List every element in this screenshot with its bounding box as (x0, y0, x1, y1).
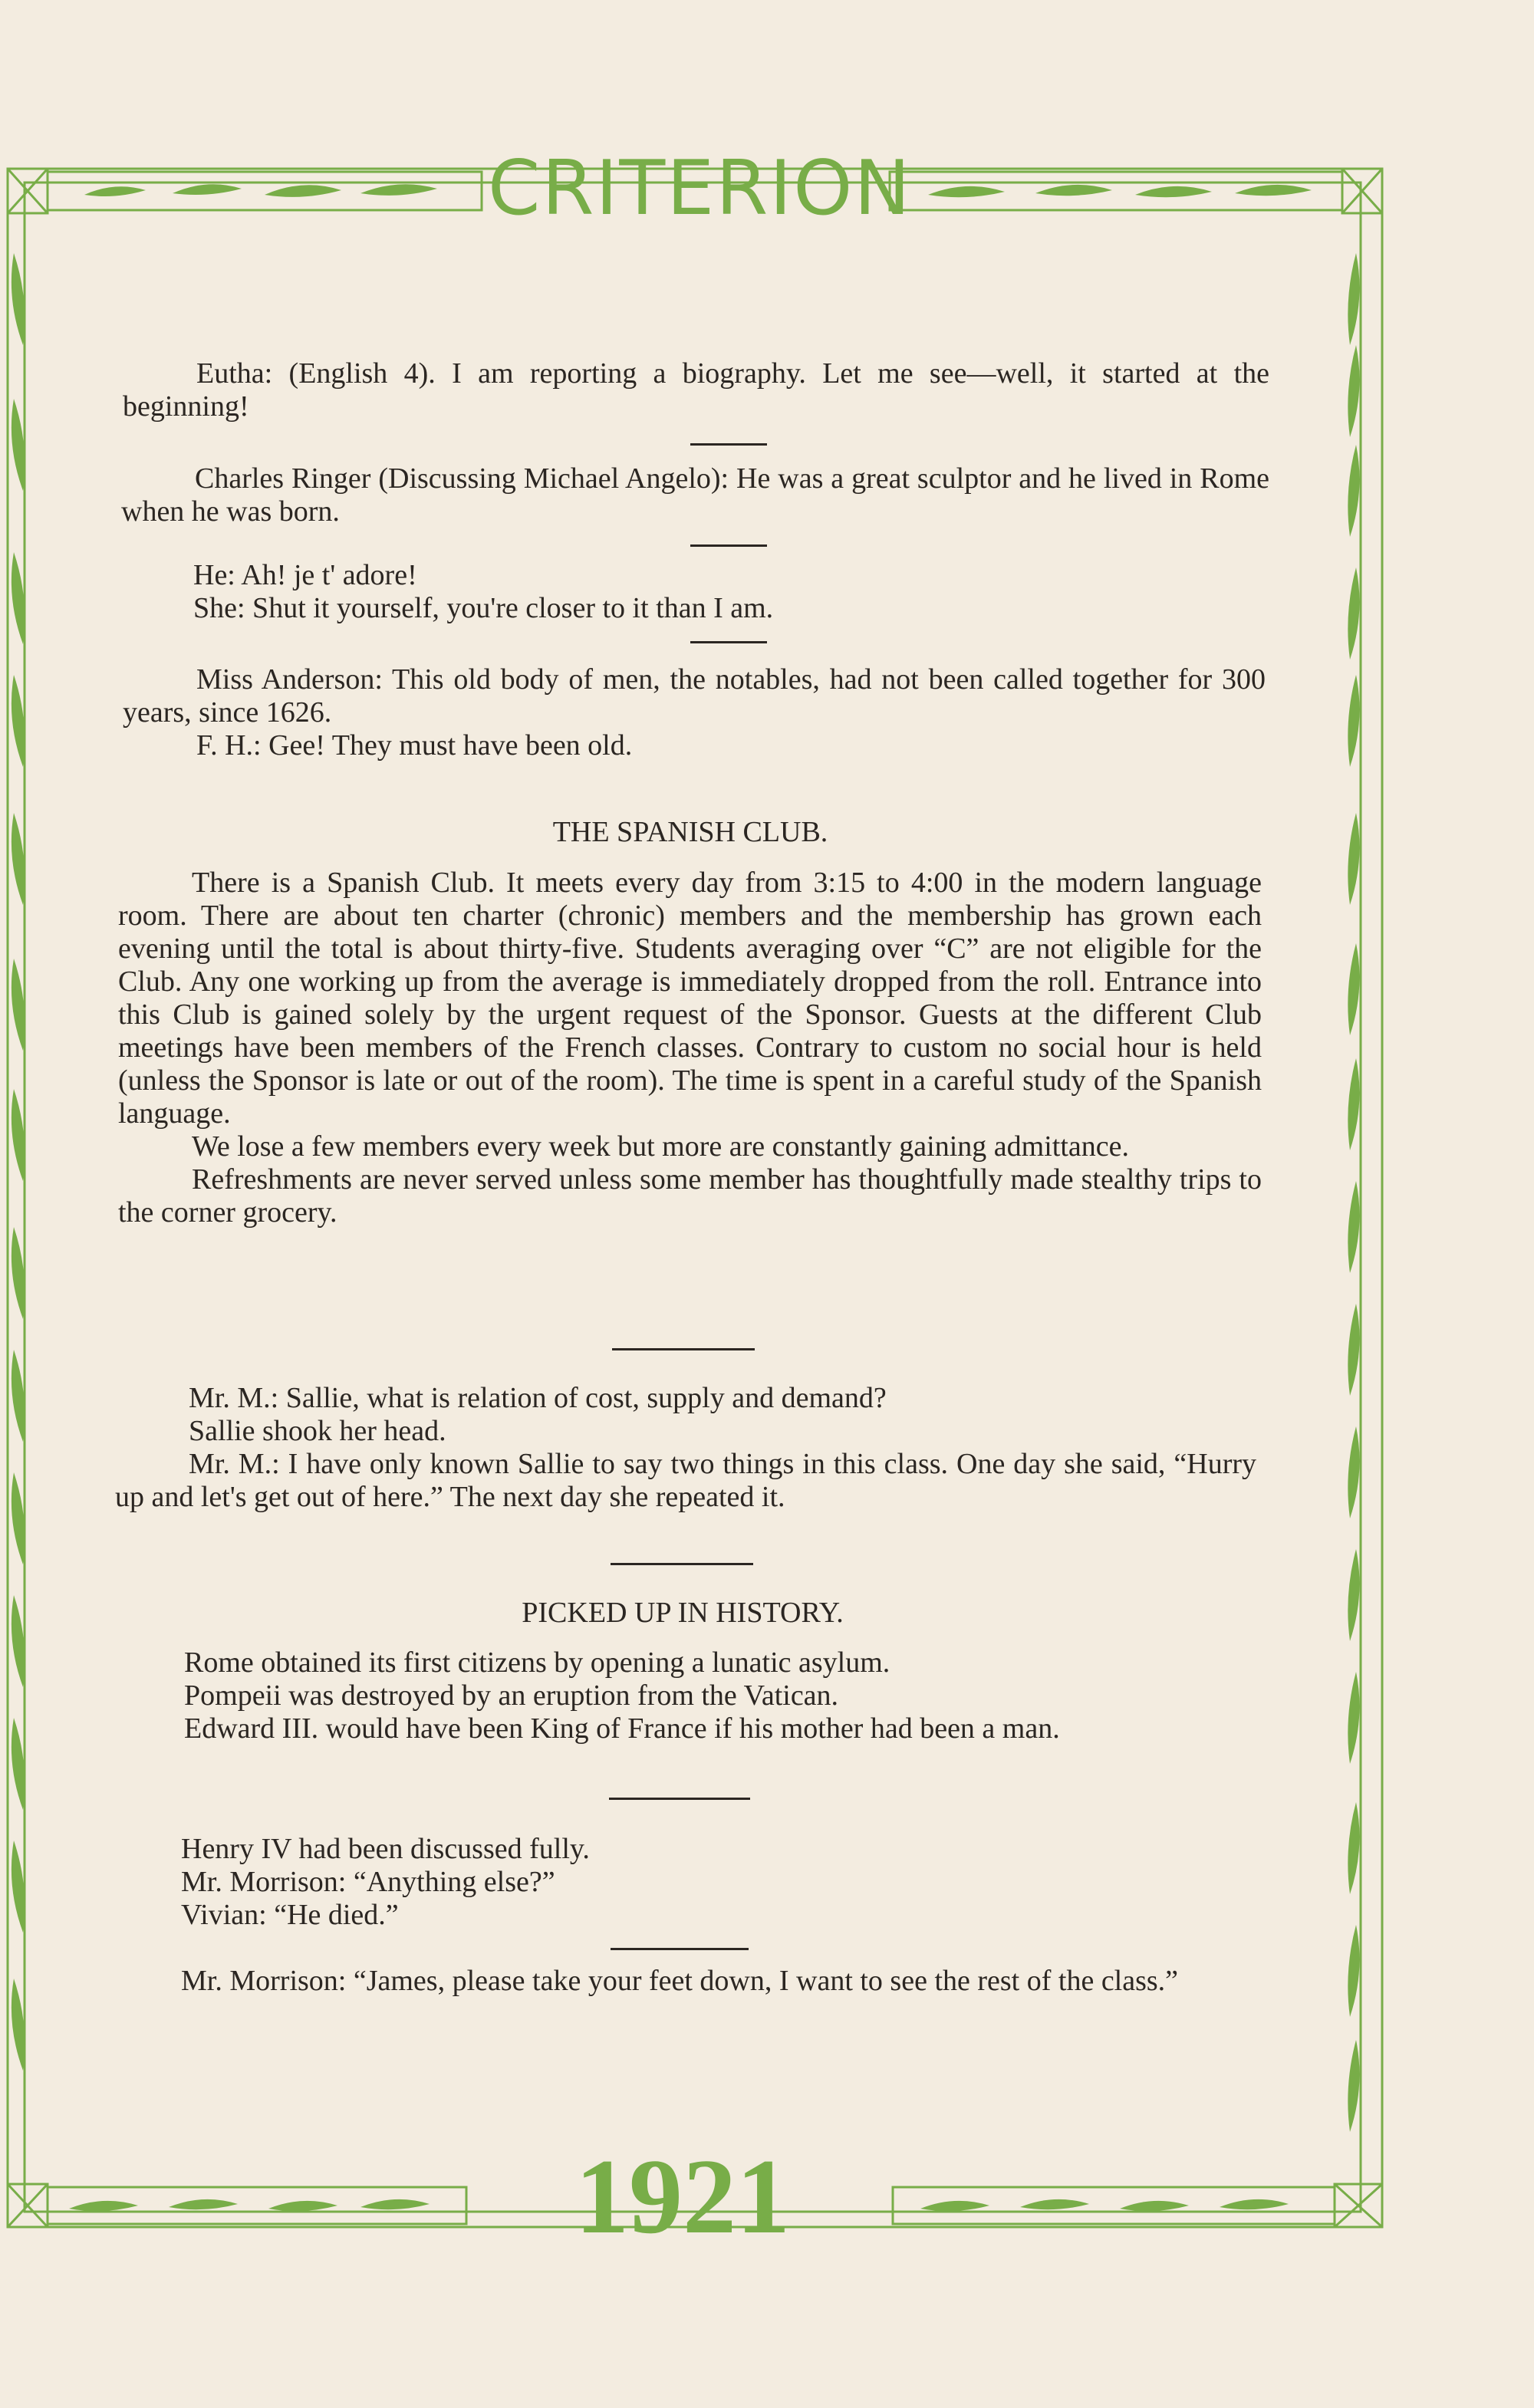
divider (612, 1348, 755, 1350)
item-charles-ringer (0, 462, 1534, 528)
item-miss-anderson (0, 663, 1534, 762)
mr-m-section (0, 1382, 1534, 1514)
divider (611, 1948, 749, 1950)
mr-m-line: Sallie shook her head. (189, 1415, 446, 1447)
morrison-line: Mr. Morrison: “Anything else?” (181, 1866, 555, 1898)
divider (609, 1798, 750, 1800)
item-eutha (0, 357, 1534, 423)
fh-text: F. H.: Gee! They must have been old. (196, 729, 633, 762)
divider (690, 641, 767, 643)
morrison-james (0, 1965, 1534, 1998)
he-line: He: Ah! je t' adore! (193, 559, 417, 591)
mr-m-line: Mr. M.: Sallie, what is relation of cost, supply and demand? (189, 1382, 887, 1414)
history-heading: PICKED UP IN HISTORY. (522, 1597, 844, 1629)
morrison-line: Henry IV had been discussed fully. (181, 1833, 590, 1865)
morrison-line: Mr. Morrison: “James, please take your feet down, I want to see the rest of the class.” (181, 1965, 1179, 1997)
anderson-text: Miss Anderson: This old body of men, the notables, had not been called together for 300 years, since 1626. (123, 663, 1266, 729)
spanish-club-paragraph: We lose a few members every week but more are constantly gaining admittance. (192, 1130, 1129, 1163)
masthead-title: CRITERION (488, 145, 912, 232)
morrison-line: Vivian: “He died.” (181, 1899, 399, 1931)
divider (690, 544, 767, 547)
spanish-club-paragraph: There is a Spanish Club. It meets every day from 3:15 to 4:00 in the modern language room. There are about ten charter (chronic) members and the membership has grown each evening until the total is about thirty-five. Students averaging over “C” are not eligible for the Club. Any one working up from the average is immediately dropped from the roll. Entrance into this Club is gained solely by the urgent request of the Sponsor. Guests at the different Club meetings have been members of the French classes. Contrary to custom no social hour is held (unless the Sponsor is late or out of the room). The time is spent in a careful study of the Spanish language. (118, 867, 1262, 1130)
spanish-club-heading: THE SPANISH CLUB. (552, 816, 828, 848)
spanish-club-paragraph: Refreshments are never served unless some member has thoughtfully made stealthy trips to the corner grocery. (118, 1163, 1262, 1229)
history-line: Rome obtained its first citizens by opening a lunatic asylum. (184, 1646, 890, 1679)
morrison-section (0, 1833, 1534, 1932)
divider (611, 1563, 753, 1565)
year-footer: 1921 (575, 2137, 790, 2256)
eutha-text: Eutha: (English 4). I am reporting a biography. Let me see—well, it started at the beginning! (123, 357, 1269, 423)
history-section (0, 1646, 1534, 1745)
she-line: She: Shut it yourself, you're closer to it than I am. (193, 592, 774, 624)
mr-m-line: Mr. M.: I have only known Sallie to say two things in this class. One day she said, “Hurry up and let's get out of here.” The next day she repeated it. (115, 1448, 1256, 1513)
spanish-club-section (0, 867, 1534, 1229)
ringer-text: Charles Ringer (Discussing Michael Angelo): He was a great sculptor and he lived in Rome when he was born. (121, 462, 1269, 528)
history-line: Edward III. would have been King of France if his mother had been a man. (184, 1712, 1060, 1745)
item-he-she (0, 559, 1534, 625)
history-line: Pompeii was destroyed by an eruption from the Vatican. (184, 1679, 839, 1712)
divider (690, 443, 767, 446)
